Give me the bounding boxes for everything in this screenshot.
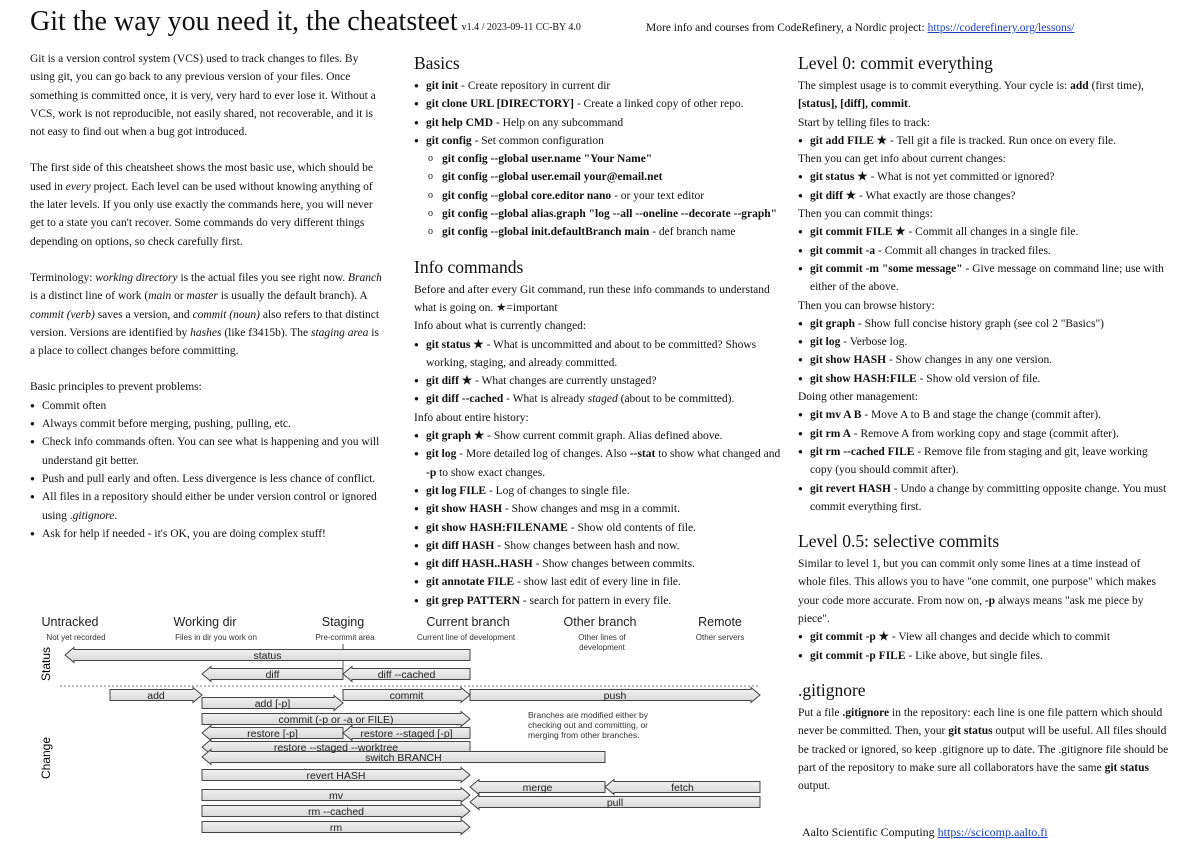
intro-paragraph: Git is a version control system (VCS) used to track changes to files. By using git, you can go back to any previous version of your files. Once something is committed once, it is very, very hard to ever lose it. Without a VCS, work is not reproducible, not easily shared, not recoverable, and it is not easy to find out when a bug got introduced.: [30, 53, 376, 139]
list-item: ● git commit -p ★ - View all changes and decide which to commit: [798, 628, 1170, 646]
arrow-label-restorep: restore [-p]: [247, 728, 298, 740]
level05-heading: Level 0.5: selective commits: [798, 531, 1000, 552]
list-item: ● git rm --cached FILE - Remove file from staging and git, leave working copy (you should commit after).: [798, 443, 1170, 480]
arrow-label-revert: revert HASH: [306, 770, 366, 782]
list-item: ● git commit FILE ★ - Commit all changes in a single file.: [798, 223, 1170, 241]
more-info: More info and courses from CodeRefinery, a Nordic project: https://coderefinery.org/lessons/: [646, 22, 1075, 34]
col-remote-sub: Other servers: [695, 633, 745, 642]
terminology-paragraph: Terminology: working directory is the actual files you see right now. Branch is a distinct line of work (main or master is usually the default branch). A commit (verb) saves a version, and commit (noun) also refers to that distinct version. Versions are identified by hashes (like f3415b). The staging area is a place to collect changes before committing.: [30, 271, 382, 358]
arrow-label-commitp: commit (-p or -a or FILE): [278, 714, 394, 726]
arrow-label-restorestaged: restore --staged [-p]: [360, 728, 453, 740]
level0-doing-other: Doing other management:: [798, 391, 919, 404]
list-item: ● git revert HASH - Undo a change by committing opposite change. You must commit everything first.: [798, 480, 1170, 517]
level0-then-commit: Then you can commit things:: [798, 208, 933, 221]
arrow-label-switch: switch BRANCH: [365, 752, 442, 764]
list-item: ● git commit -m "some message" - Give message on command line; use with either of the above.: [798, 260, 1170, 297]
list-item: ● Always commit before merging, pushing, pulling, etc.: [30, 415, 382, 433]
arrow-label-addp: add [-p]: [254, 698, 291, 710]
list-item: ● git show HASH:FILE - Show old version of file.: [798, 370, 1170, 388]
col-other-branch-sub2: development: [579, 643, 625, 652]
level0-commit-list: [798, 223, 1170, 296]
gitignore-heading: .gitignore: [798, 679, 866, 700]
list-item: ● git clone URL [DIRECTORY] - Create a linked copy of other repo.: [414, 95, 786, 113]
list-item: ● git show HASH - Show changes in any one version.: [798, 351, 1170, 369]
arrow-label-pull: pull: [606, 797, 624, 809]
arrow-label-diff: diff: [265, 669, 280, 681]
list-item: o git config --global core.editor nano - or your text editor: [414, 187, 786, 205]
list-item: ● git rm A - Remove A from working copy and stage (commit after).: [798, 425, 1170, 443]
list-item: ● git show HASH:FILENAME - Show old contents of file.: [414, 519, 786, 537]
col-current-branch: Current branch: [426, 615, 510, 629]
list-item: ● All files in a repository should either be under version control or ignored using .gitignore.: [30, 488, 382, 525]
list-item: ● git diff ★ - What changes are currently unstaged?: [414, 372, 786, 390]
levels-column: [798, 52, 1170, 795]
info-changed-label: Info about what is currently changed:: [414, 320, 587, 333]
list-item: ● git diff HASH..HASH - Show changes between commits.: [414, 555, 786, 573]
arrow-label-push: push: [603, 690, 627, 702]
list-item: ● git init - Create repository in current dir: [414, 77, 786, 95]
level0-add-list: [798, 132, 1170, 150]
usage-paragraph: The first side of this cheatsheet shows the most basic use, which should be used in every project. Each level can be used without knowing anything of the later levels. If you only use exactly the commands here, you will never get to a state you can't recover. Some commands do very different things depending on options, so check carefully first.: [30, 162, 374, 248]
col-other-branch: Other branch: [563, 615, 637, 629]
list-item: ● git graph ★ - Show current commit graph. Alias defined above.: [414, 427, 786, 445]
level0-heading: Level 0: commit everything: [798, 53, 993, 73]
level0-info-list: [798, 168, 1170, 205]
col-other-branch-sub: Other lines of: [578, 633, 626, 642]
list-item: o git config --global init.defaultBranch main - def branch name: [414, 223, 786, 241]
branch-note-line-1: Branches are modified either by: [528, 710, 649, 720]
principles-list: [30, 397, 382, 543]
list-item: ● git show HASH - Show changes and msg in a commit.: [414, 500, 786, 518]
arrow-label-diffcached: diff --cached: [377, 669, 436, 681]
arrow-label-rm: rm: [329, 822, 343, 834]
branch-note-line-2: checking out and committing, or: [528, 720, 649, 730]
col-working-dir-sub: Files in dir you work on: [175, 633, 257, 642]
arrow-label-commit: commit: [389, 690, 424, 702]
list-item: ● git diff --cached - What is already staged (about to be committed).: [414, 390, 786, 408]
intro-column: [30, 50, 382, 543]
list-item: ● git diff HASH - Show changes between hash and now.: [414, 537, 786, 555]
page-title: Git the way you need it, the cheatsteet v1.4 / 2023-09-11 CC-BY 4.0: [30, 6, 581, 37]
footer: Aalto Scientific Computing https://scicomp.aalto.fi: [802, 825, 1048, 839]
list-item: ● Push and pull early and often. Less divergence is less chance of conflict.: [30, 470, 382, 488]
list-item: ● git log - Verbose log.: [798, 333, 1170, 351]
arrow-label-fetch: fetch: [671, 782, 694, 794]
list-item: ● git help CMD - Help on any subcommand: [414, 114, 786, 132]
arrow-label-mv: mv: [329, 790, 343, 802]
level0-then-info: Then you can get info about current changes:: [798, 153, 1006, 166]
list-item: ● git log - More detailed log of changes. Also --stat to show what changed and -p to show exact changes.: [414, 445, 786, 482]
status-axis-label: Status: [39, 646, 53, 682]
git-workflow-diagram: [30, 612, 770, 844]
level05-list: [798, 628, 1170, 665]
level0-manage-list: [798, 406, 1170, 516]
col-untracked-sub: Not yet recorded: [46, 633, 106, 642]
arrow-label-merge: merge: [522, 782, 553, 794]
list-item: ● git status ★ - What is uncommitted and about to be committed? Shows working, staging, and already committed.: [414, 336, 786, 373]
col-staging-sub: Pre-commit area: [315, 633, 375, 642]
info-history-label: Info about entire history:: [414, 411, 529, 424]
list-item: ● git status ★ - What is not yet committed or ignored?: [798, 168, 1170, 186]
list-item: ● git mv A B - Move A to B and stage the change (commit after).: [798, 406, 1170, 424]
list-item: o git config --global alias.graph "log --all --oneline --decorate --graph": [414, 205, 786, 223]
info-intro: Before and after every Git command, run these info commands to understand what is going on. ★=important: [414, 283, 770, 314]
principles-heading: Basic principles to prevent problems:: [30, 381, 202, 394]
gitignore-text: Put a file .gitignore in the repository: each line is one file pattern which should never be committed. Then, your git status output will be useful. All files should be tracked or ignored, so keep .gitignore up to date. The .gitignore file should be part of the repository to make sure all collaborators have the same git status output.: [798, 706, 1169, 793]
level05-text: Similar to level 1, but you can commit only some lines at a time instead of whole files. This allows you to have "one commit, one purpose" which makes your code more accurate. From now on, -p always means "ask me piece by piece".: [798, 558, 1156, 626]
info-changed-list: [414, 336, 786, 409]
col-staging: Staging: [321, 615, 365, 629]
list-item: ● git add FILE ★ - Tell git a file is tracked. Run once on every file.: [798, 132, 1170, 150]
arrow-label-status: status: [253, 650, 282, 662]
list-item: ● Commit often: [30, 397, 382, 415]
list-item: ● git annotate FILE - show last edit of every line in file.: [414, 573, 786, 591]
basics-heading: Basics: [414, 53, 460, 73]
list-item: o git config --global user.name "Your Name": [414, 150, 786, 168]
col-working-dir: Working dir: [173, 615, 237, 629]
col-untracked: Untracked: [41, 615, 99, 629]
coderefinery-link[interactable]: https://coderefinery.org/lessons/: [927, 22, 1075, 34]
list-item: ● git commit -a - Commit all changes in tracked files.: [798, 242, 1170, 260]
list-item: ● Check info commands often. You can see what is happening and you will understand git better.: [30, 433, 382, 470]
level0-start: Start by telling files to track:: [798, 116, 930, 129]
change-axis-label: Change: [39, 736, 53, 780]
col-current-branch-sub: Current line of development: [416, 633, 516, 642]
list-item: ● git graph - Show full concise history graph (see col 2 "Basics"): [798, 315, 1170, 333]
version-label: v1.4 / 2023-09-11 CC-BY 4.0: [461, 22, 581, 33]
level0-then-browse: Then you can browse history:: [798, 299, 935, 312]
arrow-label-rmcached: rm --cached: [307, 806, 365, 818]
list-item: ● git commit -p FILE - Like above, but single files.: [798, 647, 1170, 665]
col-remote: Remote: [698, 615, 742, 629]
list-item: ● git log FILE - Log of changes to single file.: [414, 482, 786, 500]
info-heading: Info commands: [414, 256, 524, 277]
arrow-label-restorewt: restore --staged --worktree: [273, 742, 399, 754]
info-history-list: [414, 427, 786, 610]
level0-browse-list: [798, 315, 1170, 388]
list-item: ● git grep PATTERN - search for pattern in every file.: [414, 592, 786, 610]
level0-intro: The simplest usage is to commit everything. Your cycle is: add (first time), [status], [diff], commit.: [798, 80, 1144, 111]
list-item: o git config --global user.email your@email.net: [414, 168, 786, 186]
list-item: ● git diff ★ - What exactly are those changes?: [798, 187, 1170, 205]
branch-note-line-3: merging from other branches.: [528, 730, 640, 740]
basics-list: [414, 77, 786, 242]
list-item: ● git config - Set common configuration: [414, 132, 786, 150]
list-item: ● Ask for help if needed - it's OK, you are doing complex stuff!: [30, 525, 382, 543]
scicomp-link[interactable]: https://scicomp.aalto.fi: [937, 825, 1048, 839]
basics-column: [414, 52, 786, 610]
arrow-label-add: add: [147, 690, 165, 702]
